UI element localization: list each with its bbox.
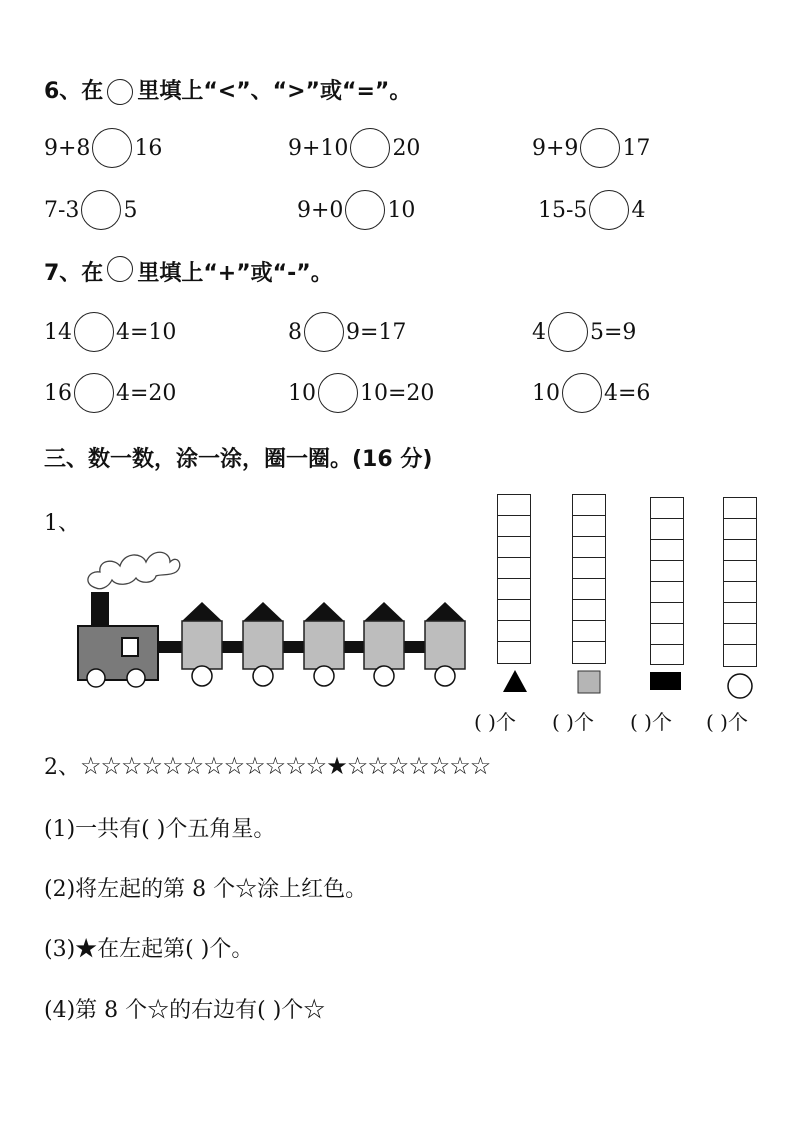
question-2-item-2: (2)将左起的第 8 个☆涂上红色。 (44, 877, 368, 902)
operator-problem-3: 4 5=9 (532, 312, 636, 352)
answer-circle[interactable] (304, 312, 344, 352)
train-car (425, 602, 465, 686)
compare-problem-5: 9+0 10 (297, 190, 415, 230)
counting-column-triangle[interactable] (497, 494, 531, 664)
answer-slot-square[interactable]: ( )个 (552, 710, 594, 734)
operator-problem-5: 10 10=20 (288, 373, 434, 413)
engine-window (122, 638, 138, 656)
answer-circle[interactable] (92, 128, 132, 168)
train-illustration (74, 540, 474, 695)
answer-circle[interactable] (345, 190, 385, 230)
train-car (364, 602, 404, 686)
counting-column-rectangle[interactable] (650, 497, 684, 665)
outline-stars-left: ☆☆☆☆☆☆☆☆☆☆☆☆ (80, 752, 327, 780)
question-2-item-3: (3)★在左起第( )个。 (44, 937, 254, 962)
triangle-icon (503, 670, 527, 692)
chimney (91, 592, 109, 627)
answer-circle[interactable] (580, 128, 620, 168)
answer-circle[interactable] (562, 373, 602, 413)
answer-circle-icon (107, 256, 133, 282)
counting-column-square[interactable] (572, 494, 606, 664)
question-1-label: 1、 (44, 511, 80, 536)
answer-circle[interactable] (74, 312, 114, 352)
part-3-heading: 三、数一数，涂一涂，圈一圈。(16 分) (44, 447, 433, 472)
answer-circle-icon (107, 79, 133, 105)
train-car (243, 602, 283, 686)
answer-circle[interactable] (548, 312, 588, 352)
answer-circle[interactable] (81, 190, 121, 230)
shape-legend (490, 668, 770, 702)
section-6-heading (44, 74, 411, 105)
question-2-label: 2、 (44, 755, 80, 780)
answer-slot-circle[interactable]: ( )个 (706, 710, 748, 734)
operator-problem-6: 10 4=6 (532, 373, 650, 413)
operator-problem-1: 14 4=10 (44, 312, 176, 352)
operator-problem-2: 8 9=17 (288, 312, 406, 352)
answer-circle[interactable] (350, 128, 390, 168)
question-2-line (44, 750, 490, 781)
rectangle-icon (650, 672, 681, 690)
section-6-suffix: 里填上“<”、“>”或“=”。 (137, 79, 412, 104)
train-car (182, 602, 222, 686)
filled-star-icon: ★ (326, 752, 347, 780)
answer-circle[interactable] (318, 373, 358, 413)
section-7-prefix: 7、在 (44, 261, 104, 286)
section-7-heading (44, 256, 333, 287)
counting-column-circle[interactable] (723, 497, 757, 667)
train-car (304, 602, 344, 686)
compare-problem-1: 9+8 16 (44, 128, 162, 168)
answer-circle[interactable] (589, 190, 629, 230)
smoke-icon (88, 552, 180, 588)
operator-problem-4: 16 4=20 (44, 373, 176, 413)
wheel (87, 669, 105, 687)
square-icon (578, 671, 600, 693)
compare-problem-3: 9+9 17 (532, 128, 650, 168)
compare-problem-2: 9+10 20 (288, 128, 420, 168)
circle-icon (728, 674, 752, 698)
answer-circle[interactable] (74, 373, 114, 413)
compare-problem-6: 15-5 4 (538, 190, 645, 230)
answer-slot-rectangle[interactable]: ( )个 (630, 710, 672, 734)
question-2-item-1: (1)一共有( )个五角星。 (44, 817, 276, 842)
section-6-prefix: 6、在 (44, 79, 104, 104)
question-2-item-4: (4)第 8 个☆的右边有( )个☆ (44, 998, 326, 1023)
answer-slot-triangle[interactable]: ( )个 (474, 710, 516, 734)
compare-problem-4: 7-3 5 (44, 190, 137, 230)
outline-stars-right: ☆☆☆☆☆☆☆ (346, 752, 491, 780)
section-7-suffix: 里填上“+”或“-”。 (137, 261, 333, 286)
wheel (127, 669, 145, 687)
